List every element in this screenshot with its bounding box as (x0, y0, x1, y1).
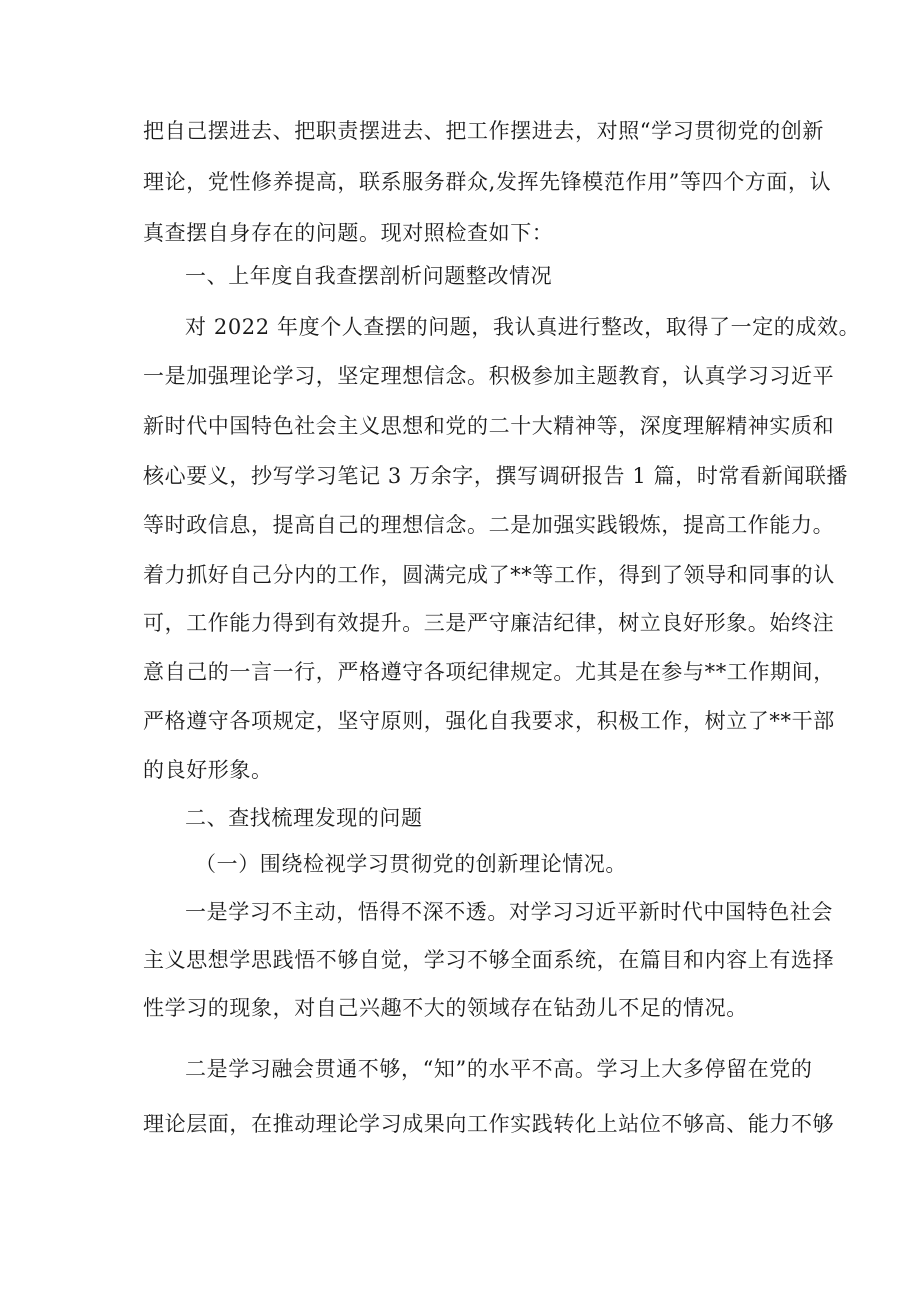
paragraph-line: 把自己摆进去、把职责摆进去、把工作摆进去，对照“学习贯彻党的创新 (143, 119, 824, 143)
paragraph-line: 真查摆自身存在的问题。现对照检查如下： (143, 221, 554, 245)
paragraph-line: 意自己的一言一行，严格遵守各项纪律规定。尤其是在参与**工作期间， (143, 660, 835, 684)
section-heading: 二、查找梳理发现的问题 (185, 806, 423, 830)
paragraph-line: 可，工作能力得到有效提升。三是严守廉洁纪律，树立良好形象。始终注 (143, 611, 835, 635)
paragraph-line: 主义思想学思践悟不够自觉，学习不够全面系统，在篇目和内容上有选择 (143, 948, 835, 972)
paragraph-line: 一是加强理论学习，坚定理想信念。积极参加主题教育，认真学习习近平 (143, 364, 835, 388)
paragraph-line: 核心要义，抄写学习笔记 3 万余字，撰写调研报告 1 篇，时常看新闻联播 (143, 464, 849, 488)
paragraph-line: 严格遵守各项规定，坚守原则，强化自我要求，积极工作，树立了**干部 (143, 709, 835, 733)
paragraph-line: 着力抓好自己分内的工作，圆满完成了**等工作，得到了领导和同事的认 (143, 563, 835, 587)
subsection-heading: （一）围绕检视学习贯彻党的创新理论情况。 (195, 852, 627, 876)
paragraph-line: 一是学习不主动，悟得不深不透。对学习习近平新时代中国特色社会 (185, 900, 833, 924)
paragraph-line: 的良好形象。 (143, 758, 273, 782)
paragraph-line: 新时代中国特色社会主义思想和党的二十大精神等，深度理解精神实质和 (143, 414, 835, 438)
paragraph-line: 理论，党性修养提高，联系服务群众,发挥先锋模范作用”等四个方面，认 (143, 170, 832, 194)
paragraph-line: 性学习的现象，对自己兴趣不大的领域存在钻劲儿不足的情况。 (143, 996, 748, 1020)
paragraph-line: 等时政信息，提高自己的理想信念。二是加强实践锻炼，提高工作能力。 (143, 513, 835, 537)
paragraph-line: 二是学习融会贯通不够，“知”的水平不高。学习上大多停留在党的 (185, 1057, 813, 1081)
paragraph-line: 对 2022 年度个人查摆的问题，我认真进行整改，取得了一定的成效。 (185, 315, 861, 339)
section-heading: 一、上年度自我查摆剖析问题整改情况 (185, 264, 553, 288)
paragraph-line: 理论层面，在推动理论学习成果向工作实践转化上站位不够高、能力不够 (143, 1112, 835, 1136)
